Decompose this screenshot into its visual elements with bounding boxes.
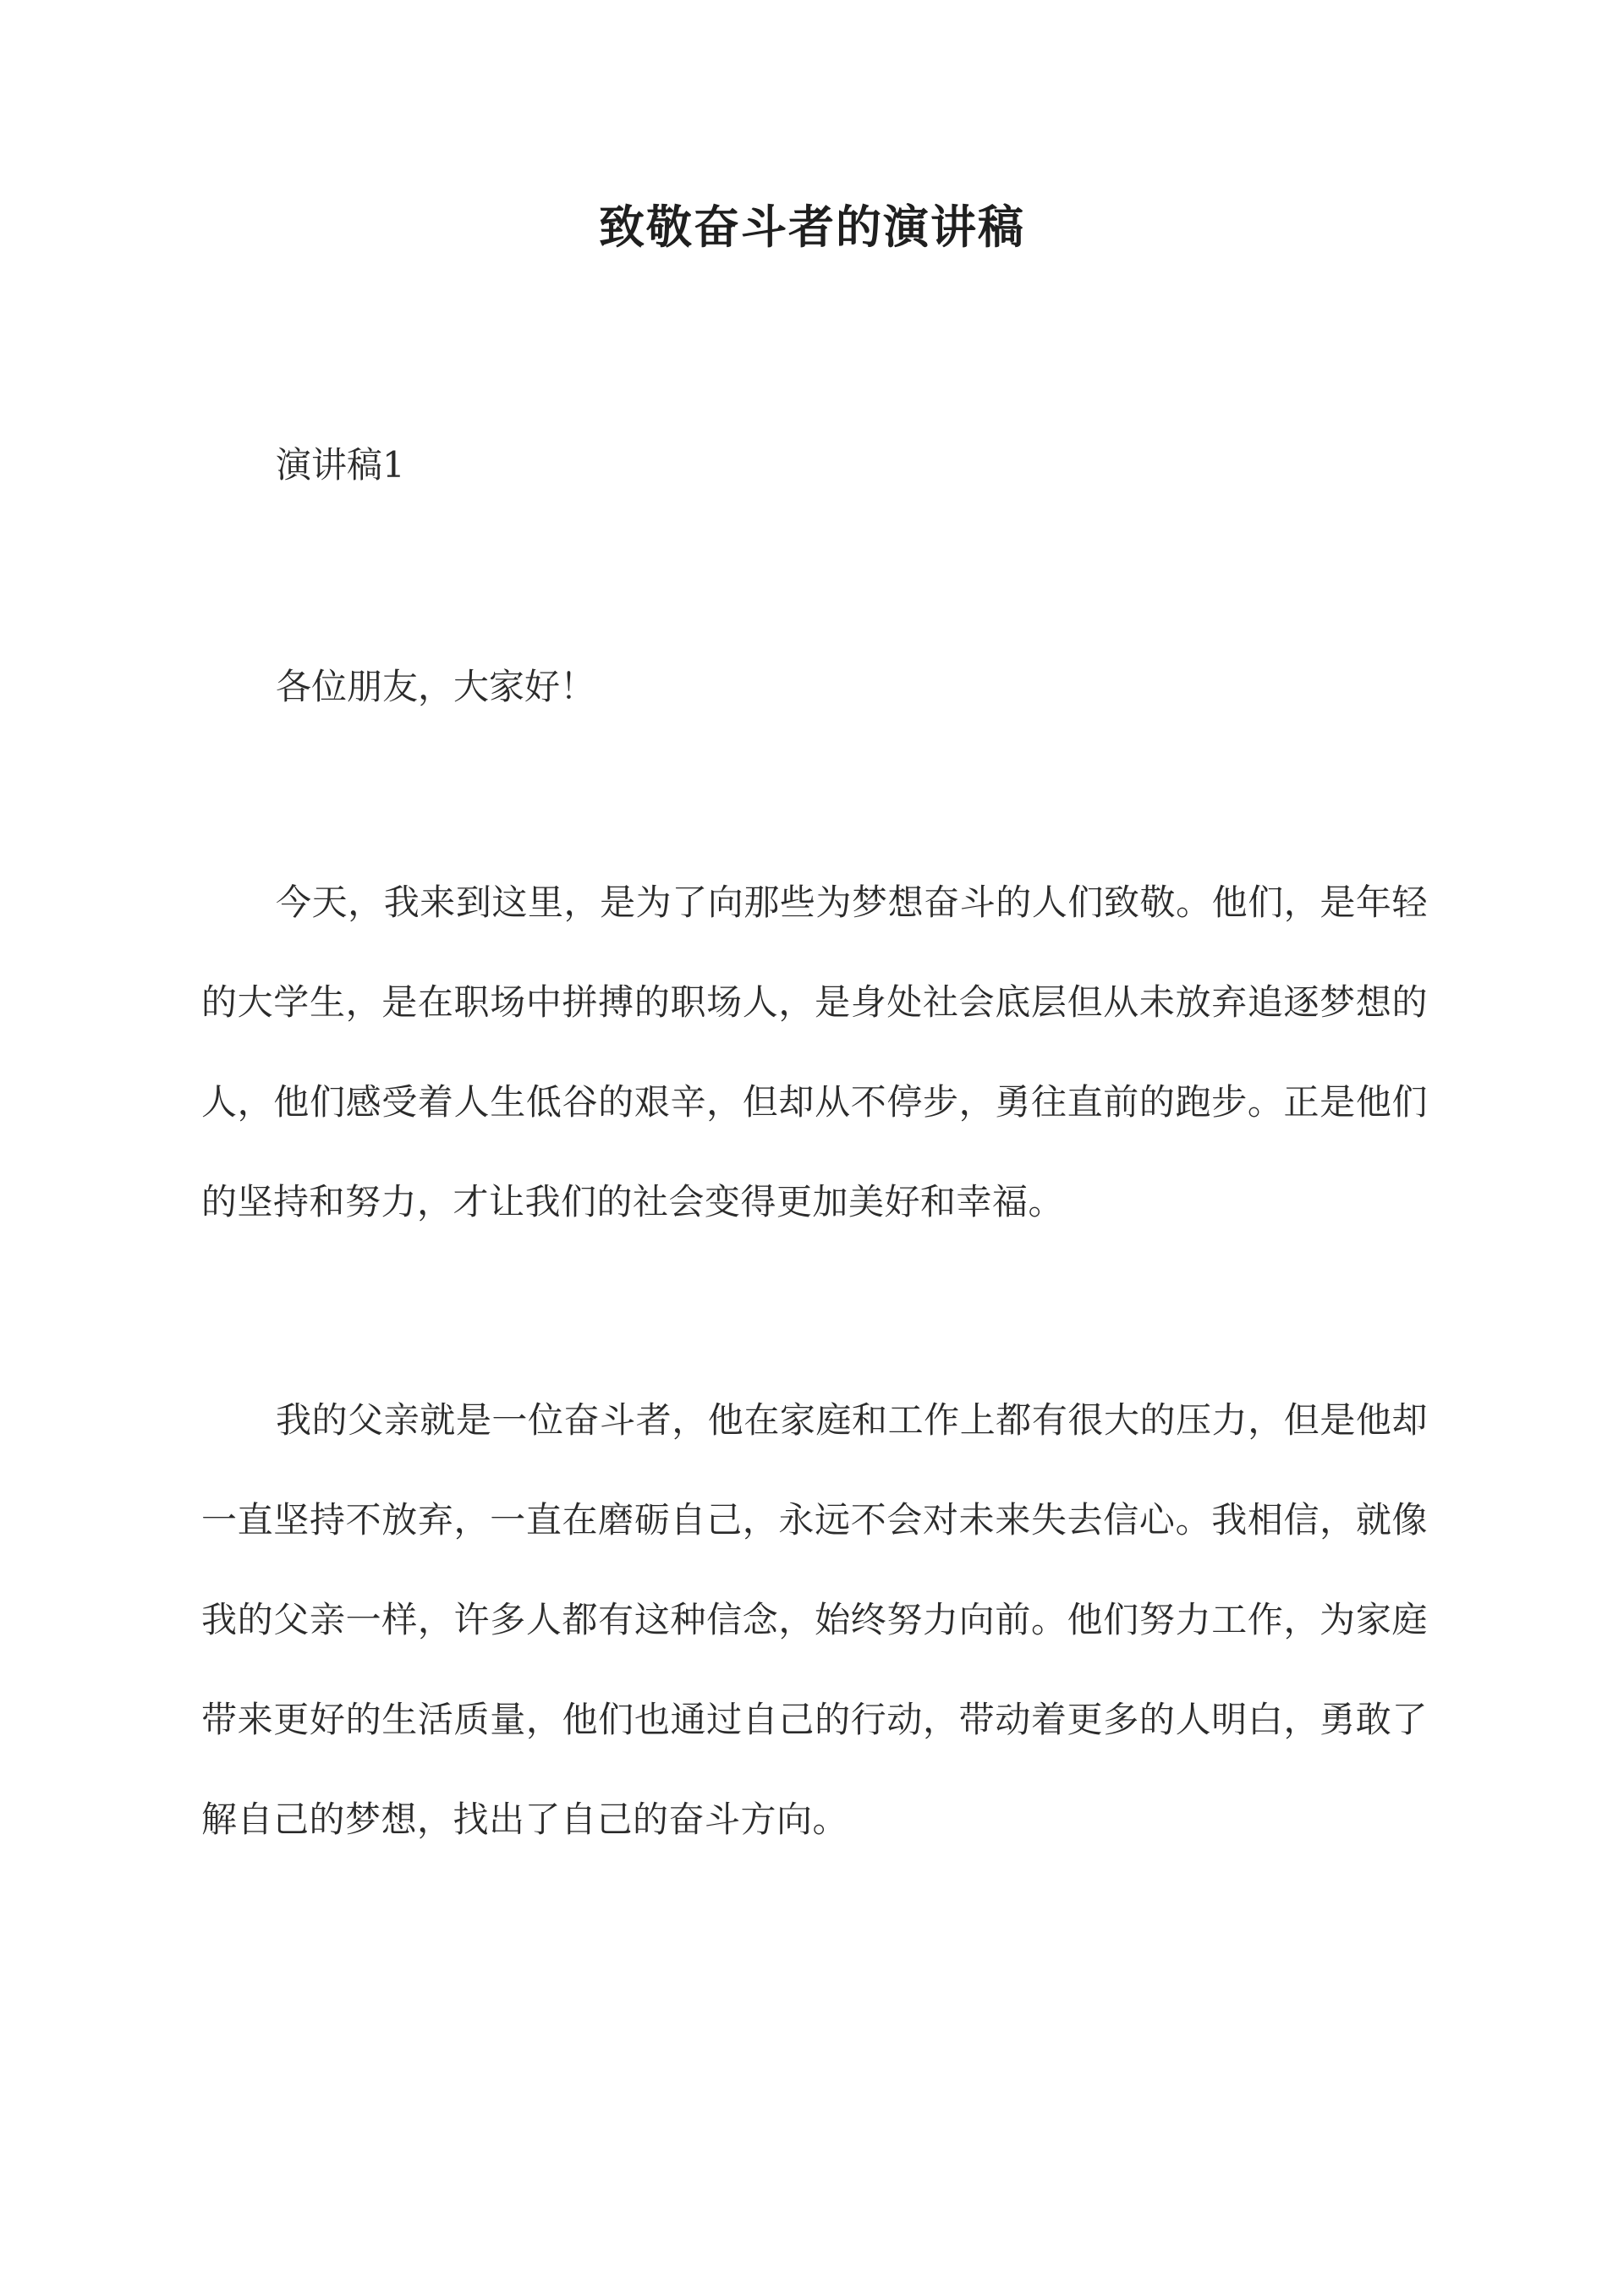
body-paragraph-1: 今天，我来到这里，是为了向那些为梦想奋斗的人们致敬。他们，是年轻的大学生，是在职场中拼搏的职场人，是身处社会底层但从未放弃追逐梦想的人，他们感受着人生低谷的艰辛，但却从不停步，勇往直前的跑步。正是他们的坚持和努力，才让我们的社会变得更加美好和幸福。 — [201, 882, 1428, 1222]
section-label: 演讲稿1 — [276, 444, 405, 486]
body-paragraph-2: 我的父亲就是一位奋斗者，他在家庭和工作上都有很大的压力，但是他却一直坚持不放弃，一直在磨砺自己，永远不会对未来失去信心。我相信，就像我的父亲一样，许多人都有这种信念，始终努力向前。他们努力工作，为家庭带来更好的生活质量，他们也通过自己的行动，带动着更多的人明白，勇敢了解自己的梦想，找出了自己的奋斗方向。 — [201, 1399, 1428, 1840]
greeting-line: 各位朋友，大家好！ — [276, 666, 596, 707]
document-title: 致敬奋斗者的演讲稿 — [599, 200, 1025, 254]
